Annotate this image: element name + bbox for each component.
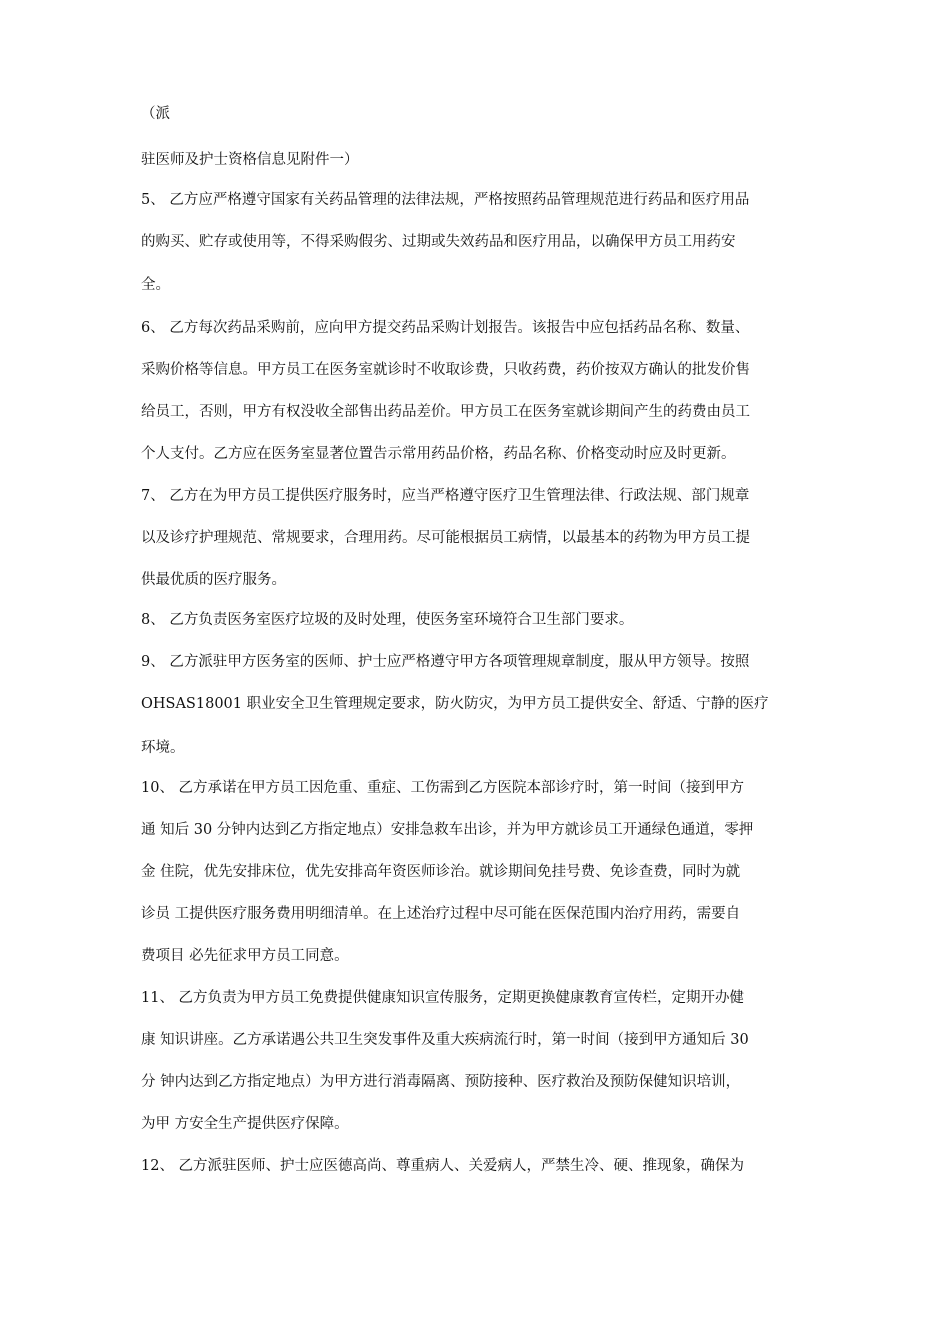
text-line: 9、 乙方派驻甲方医务室的医师、护士应严格遵守甲方各项管理规章制度，服从甲方领导。按照 xyxy=(141,654,750,670)
text-line: 6、 乙方每次药品采购前，应向甲方提交药品采购计划报告。该报告中应包括药品名称、数量、 xyxy=(141,320,750,336)
text-line: 采购价格等信息。甲方员工在医务室就诊时不收取诊费，只收药费，药价按双方确认的批发价售 xyxy=(141,362,750,378)
text-line: 8、 乙方负责医务室医疗垃圾的及时处理，使医务室环境符合卫生部门要求。 xyxy=(141,612,634,628)
text-line: 环境。 xyxy=(141,740,185,756)
text-line: 7、 乙方在为甲方员工提供医疗服务时，应当严格遵守医疗卫生管理法律、行政法规、部门规章 xyxy=(141,488,750,504)
text-line: 诊员 工提供医疗服务费用明细清单。在上述治疗过程中尽可能在医保范围内治疗用药，需要自 xyxy=(141,906,741,922)
text-line: 12、 乙方派驻医师、护士应医德高尚、尊重病人、关爱病人，严禁生冷、硬、推现象，确保为 xyxy=(141,1158,745,1174)
text-line: 给员工，否则，甲方有权没收全部售出药品差价。甲方员工在医务室就诊期间产生的药费由员工 xyxy=(141,404,750,420)
text-line: （派 xyxy=(141,106,170,122)
text-line: 金 住院，优先安排床位，优先安排高年资医师诊治。就诊期间免挂号费、免诊查费，同时为就 xyxy=(141,864,741,880)
text-line: 分 钟内达到乙方指定地点）为甲方进行消毒隔离、预防接种、医疗救治及预防保健知识培训， xyxy=(141,1074,741,1090)
text-line: 10、 乙方承诺在甲方员工因危重、重症、工伤需到乙方医院本部诊疗时，第一时间（接到甲方 xyxy=(141,780,745,796)
text-line: 为甲 方安全生产提供医疗保障。 xyxy=(141,1116,349,1132)
text-line: 驻医师及护士资格信息见附件一） xyxy=(141,152,359,168)
text-line: 费项目 必先征求甲方员工同意。 xyxy=(141,948,349,964)
text-line: 通 知后 30 分钟内达到乙方指定地点）安排急救车出诊，并为甲方就诊员工开通绿色通道，零押 xyxy=(141,822,754,838)
text-line: 个人支付。乙方应在医务室显著位置告示常用药品价格，药品名称、价格变动时应及时更新。 xyxy=(141,446,736,462)
text-line: OHSAS18001 职业安全卫生管理规定要求，防火防灾，为甲方员工提供安全、舒适、宁静的医疗 xyxy=(141,696,769,712)
text-line: 5、 乙方应严格遵守国家有关药品管理的法律法规，严格按照药品管理规范进行药品和医疗用品 xyxy=(141,192,750,208)
text-line: 全。 xyxy=(141,277,170,293)
text-line: 康 知识讲座。乙方承诺遇公共卫生突发事件及重大疾病流行时，第一时间（接到甲方通知后 30 xyxy=(141,1032,749,1048)
text-line: 供最优质的医疗服务。 xyxy=(141,572,286,588)
text-line: 的购买、贮存或使用等，不得采购假劣、过期或失效药品和医疗用品，以确保甲方员工用药安 xyxy=(141,234,736,250)
text-line: 以及诊疗护理规范、常规要求，合理用药。尽可能根据员工病情，以最基本的药物为甲方员工提 xyxy=(141,530,750,546)
text-line: 11、 乙方负责为甲方员工免费提供健康知识宣传服务，定期更换健康教育宣传栏，定期开办健 xyxy=(141,990,745,1006)
